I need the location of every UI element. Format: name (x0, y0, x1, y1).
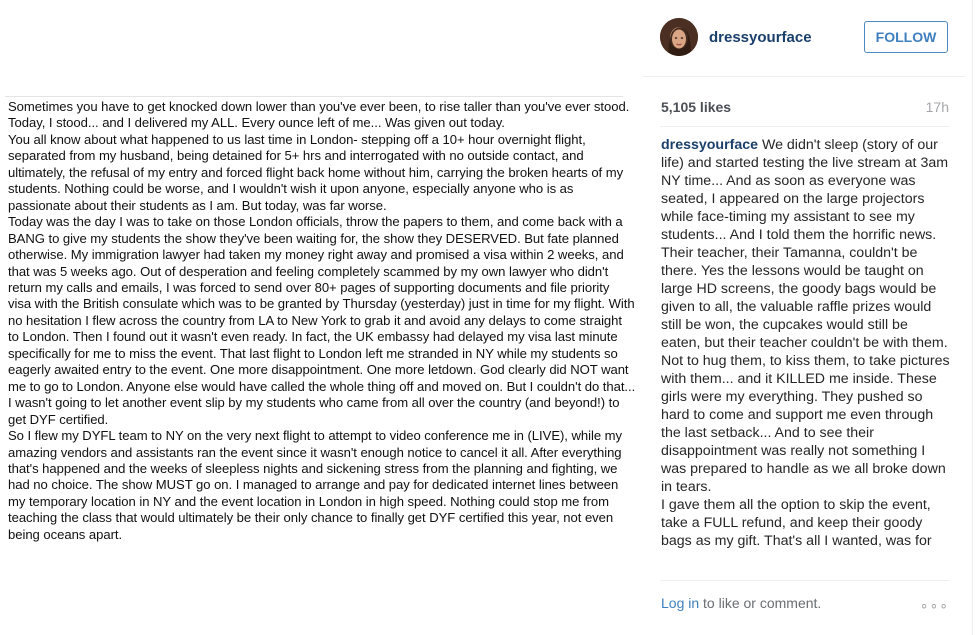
caption (661, 136, 951, 568)
post-timestamp[interactable]: 17h (925, 99, 949, 115)
avatar[interactable] (660, 18, 698, 56)
comment-row (661, 595, 951, 615)
post-paragraph: You all know about what happened to us last time in London- stepping off a 10+ hour overnight flight, separated from my husband, being detained for 5+ hrs and interrogated with no outside contact, and ultimately, the refusal of my entry and forced flight back home without him, carrying the broken hearts of my students. Nothing could be worse, and I wouldn't wish it upon anyone, especially anyone who is as passionate about their students as I am. But today, was far worse. (8, 131, 624, 213)
caption-username-link[interactable]: dressyourface (661, 137, 758, 153)
header-username-link[interactable]: dressyourface (709, 29, 812, 46)
post-paragraph: Today was the day I was to take on those London officials, throw the papers to them, and come back with a BANG to give my students the show they've been waiting for, the show they DESERVED. But fate planned otherwise. My immigration lawyer had taken my money right away and promised a visa within 2 weeks, and that was 5 weeks ago. Out of desperation and feeling completely scammed by my own lawyer who didn't return my calls and emails, I was forced to send over 80+ pages of supporting documents and file priority visa with the British consulate which was to be granted by Thursday (yesterday) just in time for my flight. With no hesitation I flew across the country from LA to New York to grab it and avoid any delays to come straight to London. Then I found out it wasn't even ready. In fact, the UK embassy had delayed my visa last minute specifically for me to miss the event. That last flight to London left me stranded in NY while my students so eagerly awaited entry to the event. One more disappointment. One more letdown. God clearly did NOT want me to go to London. Anyone else would have called the whole thing off and moved on. But I couldn't do that... I wasn't going to let another event slip by my students who came from all over the country (and beyond!) to get DYF certified. (8, 214, 636, 427)
follow-button[interactable]: FOLLOW (864, 21, 948, 53)
caption-text: We didn't sleep (story of our life) and started testing the live stream at 3am NY time... And as soon as everyone was seated, I appeared on the large projectors while face-timing my assistant to see my students... And I told them the horrific news. Their teacher, their Tamanna, couldn't be there. Yes the lessons would be taught on large HD screens, the goody bags would be given to all, the valuable raffle prizes would still be won, the cupcakes would still be eaten, but their teacher couldn't be with them. Not to hug them, to kiss them, to take pictures with them... and it KILLED me inside. These girls were my everything. They pushed so hard to come and support me even through the last setback... And to see their disappointment was really not something I was prepared to handle as we all broke down in tears. (661, 137, 950, 495)
caption-paragraph-1 (661, 136, 951, 496)
scrollbar-edge (972, 0, 980, 635)
likes-count[interactable]: 5,105 likes (661, 99, 732, 115)
post-header (643, 0, 965, 77)
caption-paragraph-2: I gave them all the option to skip the event, take a FULL refund, and keep their goody bags as my gift. That's all I wanted, was for (661, 497, 932, 549)
image-top-rule (5, 96, 623, 97)
login-link[interactable]: Log in (661, 595, 700, 611)
avatar-image-icon (660, 18, 698, 56)
post-paragraph: So I flew my DYFL team to NY on the very next flight to attempt to video conference me in (LIVE), while my amazing vendors and assistants ran the event since it wasn't enough notice to cancel it all. After everything that's happened and the weeks of sleepless nights and sickening stress from the planning and fighting, we had no choice. The show MUST go on. I managed to arrange and pay for dedicated internet lines between my temporary location in NY and the event location in London in high speed. Nothing could stop me from teaching the class that would ultimately be their only chance to finally get DYF certified this year, not even being oceans apart. (8, 428, 623, 542)
likes-row (661, 99, 949, 117)
login-prompt-text: to like or comment. (699, 595, 822, 611)
more-options-icon[interactable]: ∘∘∘ (919, 597, 949, 613)
post-sidebar (643, 0, 980, 635)
post-paragraph: Sometimes you have to get knocked down lower than you've ever been, to rise taller than you've ever stood. Today, I stood... and I delivered my ALL. Every ounce left of me... Was given out today. (8, 99, 630, 131)
post-image-text (8, 99, 636, 543)
comment-divider (660, 580, 950, 581)
likes-divider (660, 126, 950, 127)
